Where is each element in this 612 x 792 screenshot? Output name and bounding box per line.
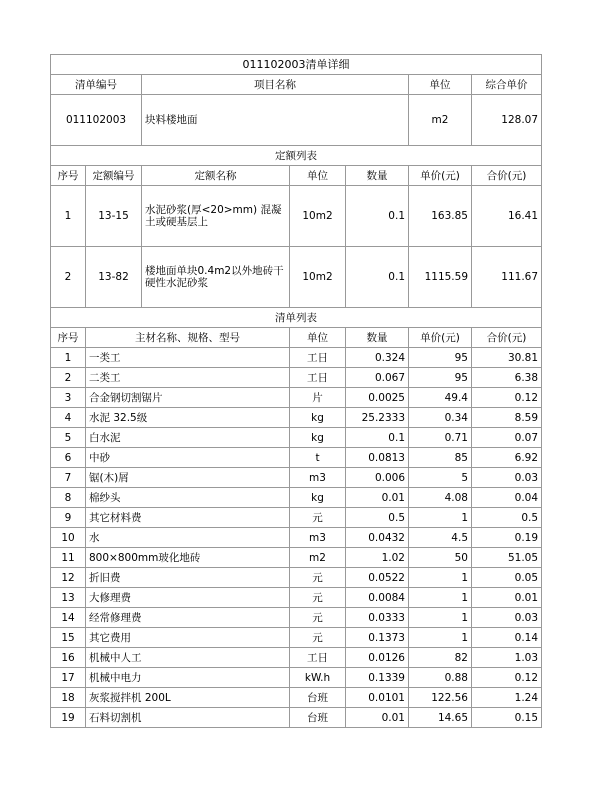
quota-qty: 0.1	[346, 247, 409, 308]
list-header-row	[51, 328, 542, 348]
quota-qty: 0.1	[346, 186, 409, 247]
list-no: 19	[51, 708, 86, 728]
list-row	[51, 408, 542, 428]
list-total: 0.05	[472, 568, 542, 588]
list-col-unit: 单位	[290, 328, 346, 348]
list-no: 9	[51, 508, 86, 528]
list-name: 灰浆搅拌机 200L	[86, 688, 290, 708]
list-price: 122.56	[409, 688, 472, 708]
list-name: 中砂	[86, 448, 290, 468]
list-col-total: 合价(元)	[472, 328, 542, 348]
list-qty: 0.01	[346, 708, 409, 728]
list-price: 4.08	[409, 488, 472, 508]
list-total: 30.81	[472, 348, 542, 368]
list-row	[51, 548, 542, 568]
quota-price: 163.85	[409, 186, 472, 247]
quota-row	[51, 247, 542, 308]
list-no: 1	[51, 348, 86, 368]
list-row	[51, 588, 542, 608]
list-no: 12	[51, 568, 86, 588]
list-qty: 0.0432	[346, 528, 409, 548]
list-price: 14.65	[409, 708, 472, 728]
list-qty: 0.1	[346, 428, 409, 448]
list-unit: kg	[290, 428, 346, 448]
unit-label: 单位	[409, 75, 472, 95]
quota-no: 1	[51, 186, 86, 247]
detail-table	[50, 54, 542, 728]
list-price: 95	[409, 348, 472, 368]
list-no: 18	[51, 688, 86, 708]
list-no: 13	[51, 588, 86, 608]
list-qty: 0.1339	[346, 668, 409, 688]
list-unit: m2	[290, 548, 346, 568]
quota-name: 水泥砂浆(厚<20>mm) 混凝土或硬基层上	[142, 186, 290, 247]
table-title-row	[51, 55, 542, 75]
list-total: 0.12	[472, 388, 542, 408]
list-no: 11	[51, 548, 86, 568]
list-unit: 元	[290, 608, 346, 628]
price-label: 综合单价	[472, 75, 542, 95]
list-name: 折旧费	[86, 568, 290, 588]
list-name: 锯(木)屑	[86, 468, 290, 488]
quota-row	[51, 186, 542, 247]
list-no: 16	[51, 648, 86, 668]
quota-col-code: 定额编号	[86, 166, 142, 186]
list-qty: 0.067	[346, 368, 409, 388]
item-name: 块料楼地面	[142, 95, 409, 146]
quota-unit: 10m2	[290, 247, 346, 308]
quota-col-unit: 单位	[290, 166, 346, 186]
list-row	[51, 488, 542, 508]
list-name: 其它费用	[86, 628, 290, 648]
list-qty: 25.2333	[346, 408, 409, 428]
list-qty: 0.1373	[346, 628, 409, 648]
list-qty: 1.02	[346, 548, 409, 568]
list-total: 0.19	[472, 528, 542, 548]
list-price: 95	[409, 368, 472, 388]
list-no: 17	[51, 668, 86, 688]
list-no: 10	[51, 528, 86, 548]
list-row	[51, 608, 542, 628]
quota-no: 2	[51, 247, 86, 308]
quota-col-qty: 数量	[346, 166, 409, 186]
list-unit: kg	[290, 488, 346, 508]
list-unit: kg	[290, 408, 346, 428]
list-row	[51, 348, 542, 368]
list-total: 0.03	[472, 468, 542, 488]
table-title: 011102003清单详细	[51, 55, 542, 75]
list-total: 6.92	[472, 448, 542, 468]
list-name: 石料切割机	[86, 708, 290, 728]
list-unit: t	[290, 448, 346, 468]
list-price: 49.4	[409, 388, 472, 408]
header-label-row	[51, 75, 542, 95]
list-col-price: 单价(元)	[409, 328, 472, 348]
list-no: 6	[51, 448, 86, 468]
list-unit: 工日	[290, 368, 346, 388]
list-col-name: 主材名称、规格、型号	[86, 328, 290, 348]
list-row	[51, 368, 542, 388]
list-unit: 元	[290, 628, 346, 648]
item-price: 128.07	[472, 95, 542, 146]
list-price: 1	[409, 588, 472, 608]
list-price: 50	[409, 548, 472, 568]
list-name: 水	[86, 528, 290, 548]
list-col-qty: 数量	[346, 328, 409, 348]
list-total: 0.14	[472, 628, 542, 648]
list-name: 棉纱头	[86, 488, 290, 508]
list-price: 85	[409, 448, 472, 468]
list-price: 0.34	[409, 408, 472, 428]
quota-code: 13-82	[86, 247, 142, 308]
quota-col-no: 序号	[51, 166, 86, 186]
list-row	[51, 708, 542, 728]
quota-header-row	[51, 166, 542, 186]
list-unit: 元	[290, 588, 346, 608]
item-unit: m2	[409, 95, 472, 146]
list-qty: 0.0126	[346, 648, 409, 668]
list-price: 1	[409, 628, 472, 648]
list-row	[51, 508, 542, 528]
list-row	[51, 668, 542, 688]
list-name: 大修理费	[86, 588, 290, 608]
list-no: 7	[51, 468, 86, 488]
list-total: 51.05	[472, 548, 542, 568]
list-qty: 0.0084	[346, 588, 409, 608]
list-qty: 0.006	[346, 468, 409, 488]
quota-section-row	[51, 146, 542, 166]
list-qty: 0.0813	[346, 448, 409, 468]
list-row	[51, 568, 542, 588]
list-qty: 0.0025	[346, 388, 409, 408]
list-qty: 0.0333	[346, 608, 409, 628]
item-code: 011102003	[51, 95, 142, 146]
list-section-row	[51, 308, 542, 328]
list-total: 0.12	[472, 668, 542, 688]
list-name: 合金钢切割锯片	[86, 388, 290, 408]
list-total: 0.15	[472, 708, 542, 728]
code-label: 清单编号	[51, 75, 142, 95]
quota-total: 111.67	[472, 247, 542, 308]
list-row	[51, 448, 542, 468]
list-row	[51, 628, 542, 648]
list-total: 1.24	[472, 688, 542, 708]
list-price: 1	[409, 508, 472, 528]
list-qty: 0.324	[346, 348, 409, 368]
quota-unit: 10m2	[290, 186, 346, 247]
list-section-title: 清单列表	[51, 308, 542, 328]
list-total: 8.59	[472, 408, 542, 428]
list-price: 5	[409, 468, 472, 488]
quota-section-title: 定额列表	[51, 146, 542, 166]
list-col-no: 序号	[51, 328, 86, 348]
list-no: 8	[51, 488, 86, 508]
list-name: 一类工	[86, 348, 290, 368]
list-unit: 工日	[290, 648, 346, 668]
list-name: 水泥 32.5级	[86, 408, 290, 428]
list-name: 白水泥	[86, 428, 290, 448]
quota-code: 13-15	[86, 186, 142, 247]
list-no: 4	[51, 408, 86, 428]
list-total: 0.07	[472, 428, 542, 448]
list-row	[51, 388, 542, 408]
list-row	[51, 428, 542, 448]
list-price: 1	[409, 608, 472, 628]
list-unit: 片	[290, 388, 346, 408]
list-unit: m3	[290, 468, 346, 488]
list-row	[51, 688, 542, 708]
list-qty: 0.0101	[346, 688, 409, 708]
list-unit: 工日	[290, 348, 346, 368]
list-unit: kW.h	[290, 668, 346, 688]
list-row	[51, 528, 542, 548]
quota-col-price: 单价(元)	[409, 166, 472, 186]
list-unit: m3	[290, 528, 346, 548]
list-name: 经常修理费	[86, 608, 290, 628]
list-row	[51, 648, 542, 668]
list-price: 0.71	[409, 428, 472, 448]
quota-total: 16.41	[472, 186, 542, 247]
name-label: 项目名称	[142, 75, 409, 95]
list-price: 82	[409, 648, 472, 668]
quota-name: 楼地面单块0.4m2以外地砖干硬性水泥砂浆	[142, 247, 290, 308]
list-price: 1	[409, 568, 472, 588]
list-row	[51, 468, 542, 488]
list-unit: 台班	[290, 688, 346, 708]
list-total: 0.5	[472, 508, 542, 528]
list-unit: 元	[290, 568, 346, 588]
list-name: 二类工	[86, 368, 290, 388]
list-qty: 0.0522	[346, 568, 409, 588]
list-name: 机械中电力	[86, 668, 290, 688]
list-no: 2	[51, 368, 86, 388]
list-unit: 元	[290, 508, 346, 528]
list-qty: 0.5	[346, 508, 409, 528]
list-total: 1.03	[472, 648, 542, 668]
list-price: 4.5	[409, 528, 472, 548]
list-no: 15	[51, 628, 86, 648]
list-unit: 台班	[290, 708, 346, 728]
list-total: 0.03	[472, 608, 542, 628]
list-no: 14	[51, 608, 86, 628]
list-name: 800×800mm玻化地砖	[86, 548, 290, 568]
quota-col-name: 定额名称	[142, 166, 290, 186]
list-name: 其它材料费	[86, 508, 290, 528]
quota-col-total: 合价(元)	[472, 166, 542, 186]
list-price: 0.88	[409, 668, 472, 688]
list-name: 机械中人工	[86, 648, 290, 668]
list-total: 0.04	[472, 488, 542, 508]
list-no: 5	[51, 428, 86, 448]
list-no: 3	[51, 388, 86, 408]
quota-price: 1115.59	[409, 247, 472, 308]
list-total: 0.01	[472, 588, 542, 608]
list-qty: 0.01	[346, 488, 409, 508]
header-value-row	[51, 95, 542, 146]
list-total: 6.38	[472, 368, 542, 388]
